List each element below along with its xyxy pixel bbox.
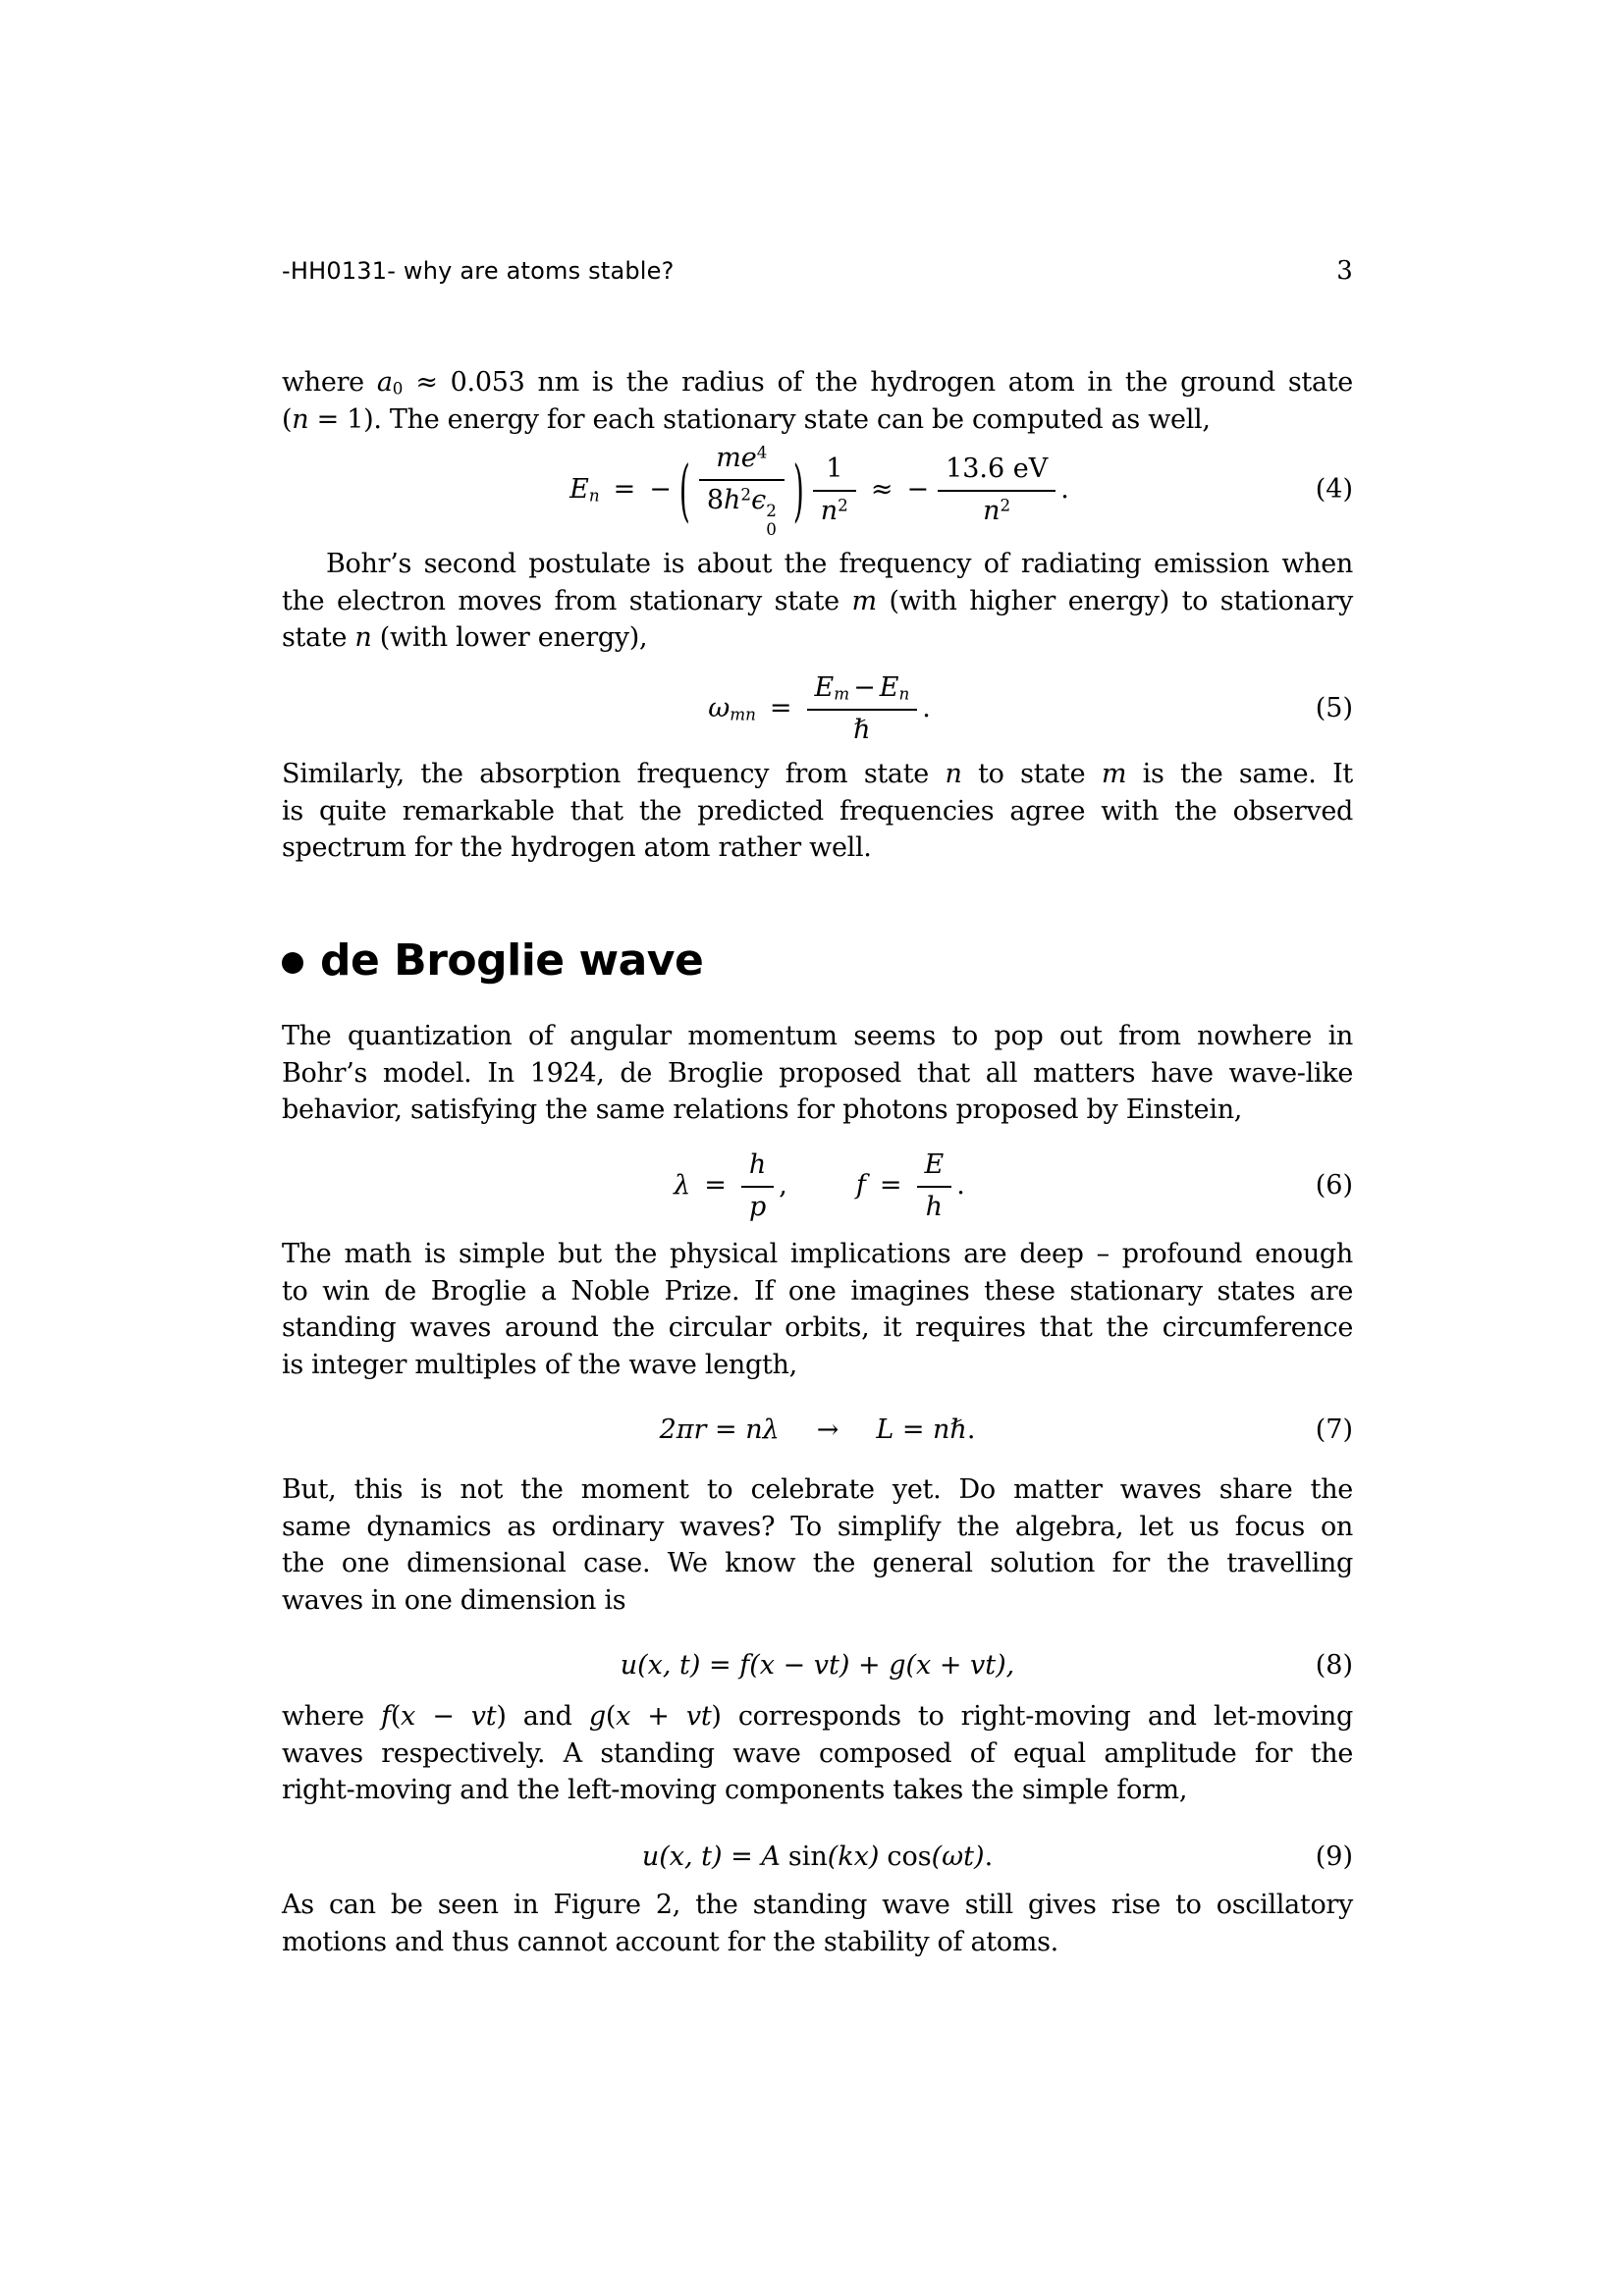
text-run: ) corresponds to right-moving and let-moving	[711, 1701, 1354, 1732]
math-lhs	[569, 473, 600, 507]
text-run: where	[282, 1701, 382, 1732]
math-var: E	[569, 474, 589, 506]
paragraph-absorption	[282, 756, 1353, 867]
fraction	[917, 1148, 952, 1224]
fraction	[699, 442, 785, 538]
math-var: me	[716, 443, 757, 474]
math-lhs	[708, 692, 756, 725]
equation-number: (5)	[1315, 693, 1353, 724]
text-run: the one dimensional case. We know the general solution for the travelling	[282, 1548, 1353, 1578]
math-var: x	[401, 1701, 415, 1732]
text-line	[282, 1509, 1353, 1546]
text-run: (	[282, 403, 293, 435]
text-run: As can be seen in Figure 2, the standing wave still gives rise to oscillatory	[282, 1890, 1353, 1920]
math-expression: L = nℏ	[876, 1415, 967, 1446]
text-run: Bohr’s model. In 1924, de Broglie proposed that all matters have wave-like	[282, 1057, 1353, 1089]
equals-sign: =	[769, 693, 792, 724]
numerator	[807, 671, 918, 709]
text-run: The quantization of angular momentum seems to pop out from nowhere in	[282, 1021, 1353, 1051]
text-run: = 1). The energy for each stationary state can be computed as well,	[308, 403, 1211, 435]
coefficient: 8	[706, 484, 725, 515]
subscript: 0	[392, 378, 404, 399]
minus-sign: −	[853, 671, 876, 703]
text-run: ≈ 0.053 nm is the radius of the hydrogen atom in the ground state	[403, 367, 1353, 398]
subscript: 0	[766, 518, 777, 539]
math-var: m	[1101, 759, 1127, 789]
equals-sign: =	[613, 474, 636, 506]
sin-function: sin	[787, 1842, 828, 1873]
math-var: n	[292, 403, 309, 435]
equation-number: (6)	[1315, 1170, 1353, 1201]
math-expression: 2πr = nλ	[659, 1415, 780, 1446]
text-line	[282, 1018, 1353, 1055]
rightarrow-icon: →	[816, 1415, 839, 1446]
text-run: (with lower energy),	[371, 622, 648, 653]
text-run: the electron moves from stationary state	[282, 585, 852, 616]
page-header	[282, 256, 1353, 286]
text-run: where	[282, 367, 377, 398]
math-var: ϵ	[751, 484, 767, 515]
minus-sign: −	[906, 474, 930, 506]
math-var: E	[879, 671, 899, 703]
equals-sign: =	[704, 1170, 727, 1201]
fraction	[813, 453, 856, 528]
text-run: spectrum for the hydrogen atom rather well.	[282, 832, 872, 863]
text-line	[282, 1772, 1353, 1809]
text-line	[282, 1055, 1353, 1093]
text-line	[282, 756, 1353, 793]
text-line	[282, 1698, 1353, 1735]
math-expression: u(x, t) = A	[641, 1842, 781, 1873]
minus-sign: −	[649, 474, 672, 506]
text-run: +	[630, 1701, 686, 1732]
text-run: to state	[961, 759, 1102, 789]
numerator: 1	[826, 453, 843, 484]
period: .	[1060, 474, 1069, 506]
text-run: is quite remarkable that the predicted frequencies agree with the observed	[282, 795, 1353, 827]
text-line	[282, 1735, 1353, 1773]
equation-number: (8)	[1315, 1650, 1353, 1682]
sub-sup-stack	[766, 502, 777, 538]
math-var: x	[616, 1701, 631, 1732]
equation-7	[282, 1407, 1353, 1454]
text-run: state	[282, 622, 355, 653]
math-var: h	[724, 484, 741, 515]
superscript: 4	[756, 442, 768, 462]
text-run: waves respectively. A standing wave composed of equal amplitude for the	[282, 1737, 1353, 1769]
numerator: 13.6 eV	[946, 453, 1049, 484]
subscript: n	[898, 683, 910, 704]
paragraph-figure2	[282, 1887, 1353, 1960]
close-paren: )	[792, 450, 804, 530]
section-title: de Broglie wave	[320, 935, 704, 986]
text-run: (	[605, 1701, 617, 1732]
equation-number: (4)	[1315, 474, 1353, 506]
text-run: Similarly, the absorption frequency from state	[282, 759, 946, 789]
denominator	[938, 490, 1056, 528]
text-run: is integer multiples of the wave length,	[282, 1349, 797, 1380]
equals-sign: =	[879, 1170, 902, 1201]
text-line	[282, 401, 1353, 439]
period: .	[922, 693, 931, 724]
text-line	[282, 1273, 1353, 1310]
text-line	[282, 1236, 1353, 1273]
text-run: same dynamics as ordinary waves? To simplify the algebra, let us focus on	[282, 1511, 1353, 1542]
text-line	[282, 1092, 1353, 1129]
numerator: h	[748, 1148, 767, 1180]
equation-number: (9)	[1315, 1842, 1353, 1873]
math-var: f	[855, 1170, 866, 1201]
math-var: ω	[708, 693, 731, 724]
equation-9	[282, 1834, 1353, 1881]
text-run: (with higher energy) to stationary	[876, 585, 1354, 616]
period: .	[966, 1415, 976, 1446]
text-line	[282, 583, 1353, 620]
text-run: The math is simple but the physical implications are deep – profound enough	[282, 1239, 1353, 1269]
text-line	[282, 1582, 1353, 1620]
text-line	[282, 1347, 1353, 1384]
denominator: h	[917, 1186, 952, 1224]
math-var: n	[945, 759, 962, 789]
comma: ,	[779, 1170, 787, 1201]
page-number: 3	[1336, 256, 1353, 286]
paragraph-quantization	[282, 1018, 1353, 1129]
superscript: 2	[766, 501, 777, 521]
equation-number: (7)	[1315, 1415, 1353, 1446]
equation-8	[282, 1642, 1353, 1689]
approx-sign: ≈	[870, 474, 893, 506]
denominator: p	[741, 1186, 774, 1224]
equation-6	[282, 1133, 1353, 1239]
superscript: 2	[1000, 495, 1011, 515]
text-run: ) and	[496, 1701, 589, 1732]
subscript: n	[588, 485, 600, 506]
paragraph-intro	[282, 364, 1353, 438]
text-line	[282, 793, 1353, 830]
paragraph-not-celebrate	[282, 1471, 1353, 1619]
text-line	[282, 619, 1353, 657]
subscript: mn	[730, 704, 756, 724]
text-run: (	[390, 1701, 402, 1732]
math-expression: u(x, t) = f(x − vt) + g(x + vt),	[620, 1650, 1015, 1682]
math-var: m	[851, 585, 877, 616]
fraction	[741, 1148, 774, 1224]
numerator: E	[924, 1148, 945, 1180]
denominator	[807, 709, 918, 747]
text-line	[282, 1545, 1353, 1582]
numerator	[708, 442, 775, 479]
text-line	[282, 1924, 1353, 1961]
text-run: to win de Broglie a Noble Prize. If one imagines these stationary states are	[282, 1275, 1353, 1307]
math-expression: (kx)	[827, 1842, 880, 1873]
math-var: f	[381, 1701, 391, 1732]
period: .	[956, 1170, 965, 1201]
text-run: −	[414, 1701, 471, 1732]
math-var: g	[588, 1701, 606, 1732]
text-line	[282, 829, 1353, 867]
paragraph-math-simple	[282, 1236, 1353, 1383]
cos-function: cos	[887, 1842, 932, 1873]
paragraph-bohr-postulate	[282, 546, 1353, 657]
math-var: n	[983, 495, 1001, 526]
paragraph-standing-wave	[282, 1698, 1353, 1809]
text-run: motions and thus cannot account for the stability of atoms.	[282, 1926, 1058, 1957]
math-var: a	[376, 367, 393, 398]
math-var: n	[820, 495, 839, 526]
equation-4	[282, 434, 1353, 546]
text-line	[282, 1887, 1353, 1924]
equation-5	[282, 654, 1353, 764]
text-run: right-moving and the left-moving components takes the simple form,	[282, 1775, 1188, 1805]
denominator	[699, 479, 785, 538]
text-run: standing waves around the circular orbits, it requires that the circumference	[282, 1312, 1353, 1343]
math-var: vt	[685, 1701, 712, 1732]
text-line	[282, 364, 1353, 401]
superscript: 2	[740, 484, 752, 505]
text-line	[282, 546, 1353, 583]
text-run: is the same. It	[1126, 759, 1353, 789]
period: .	[984, 1842, 994, 1873]
text-run: behavior, satisfying the same relations for photons proposed by Einstein,	[282, 1095, 1243, 1125]
subscript: m	[834, 683, 850, 704]
math-var: λ	[674, 1170, 691, 1201]
text-run: waves in one dimension is	[282, 1584, 626, 1616]
open-paren: (	[678, 450, 690, 530]
math-var: ℏ	[853, 714, 871, 745]
denominator	[813, 490, 856, 528]
bullet-icon	[282, 952, 303, 974]
fraction	[938, 453, 1056, 528]
fraction	[807, 671, 918, 747]
math-expression: (ωt)	[931, 1842, 985, 1873]
section-heading	[282, 935, 703, 986]
running-title: -HH0131- why are atoms stable?	[282, 257, 675, 285]
text-run: Bohr’s second postulate is about the frequency of radiating emission when	[326, 549, 1353, 579]
superscript: 2	[838, 495, 848, 515]
text-line	[282, 1309, 1353, 1347]
math-var: n	[354, 622, 372, 653]
text-run: But, this is not the moment to celebrate yet. Do matter waves share the	[282, 1474, 1353, 1505]
math-var: E	[814, 671, 835, 703]
text-line	[282, 1471, 1353, 1509]
math-var: vt	[470, 1701, 497, 1732]
